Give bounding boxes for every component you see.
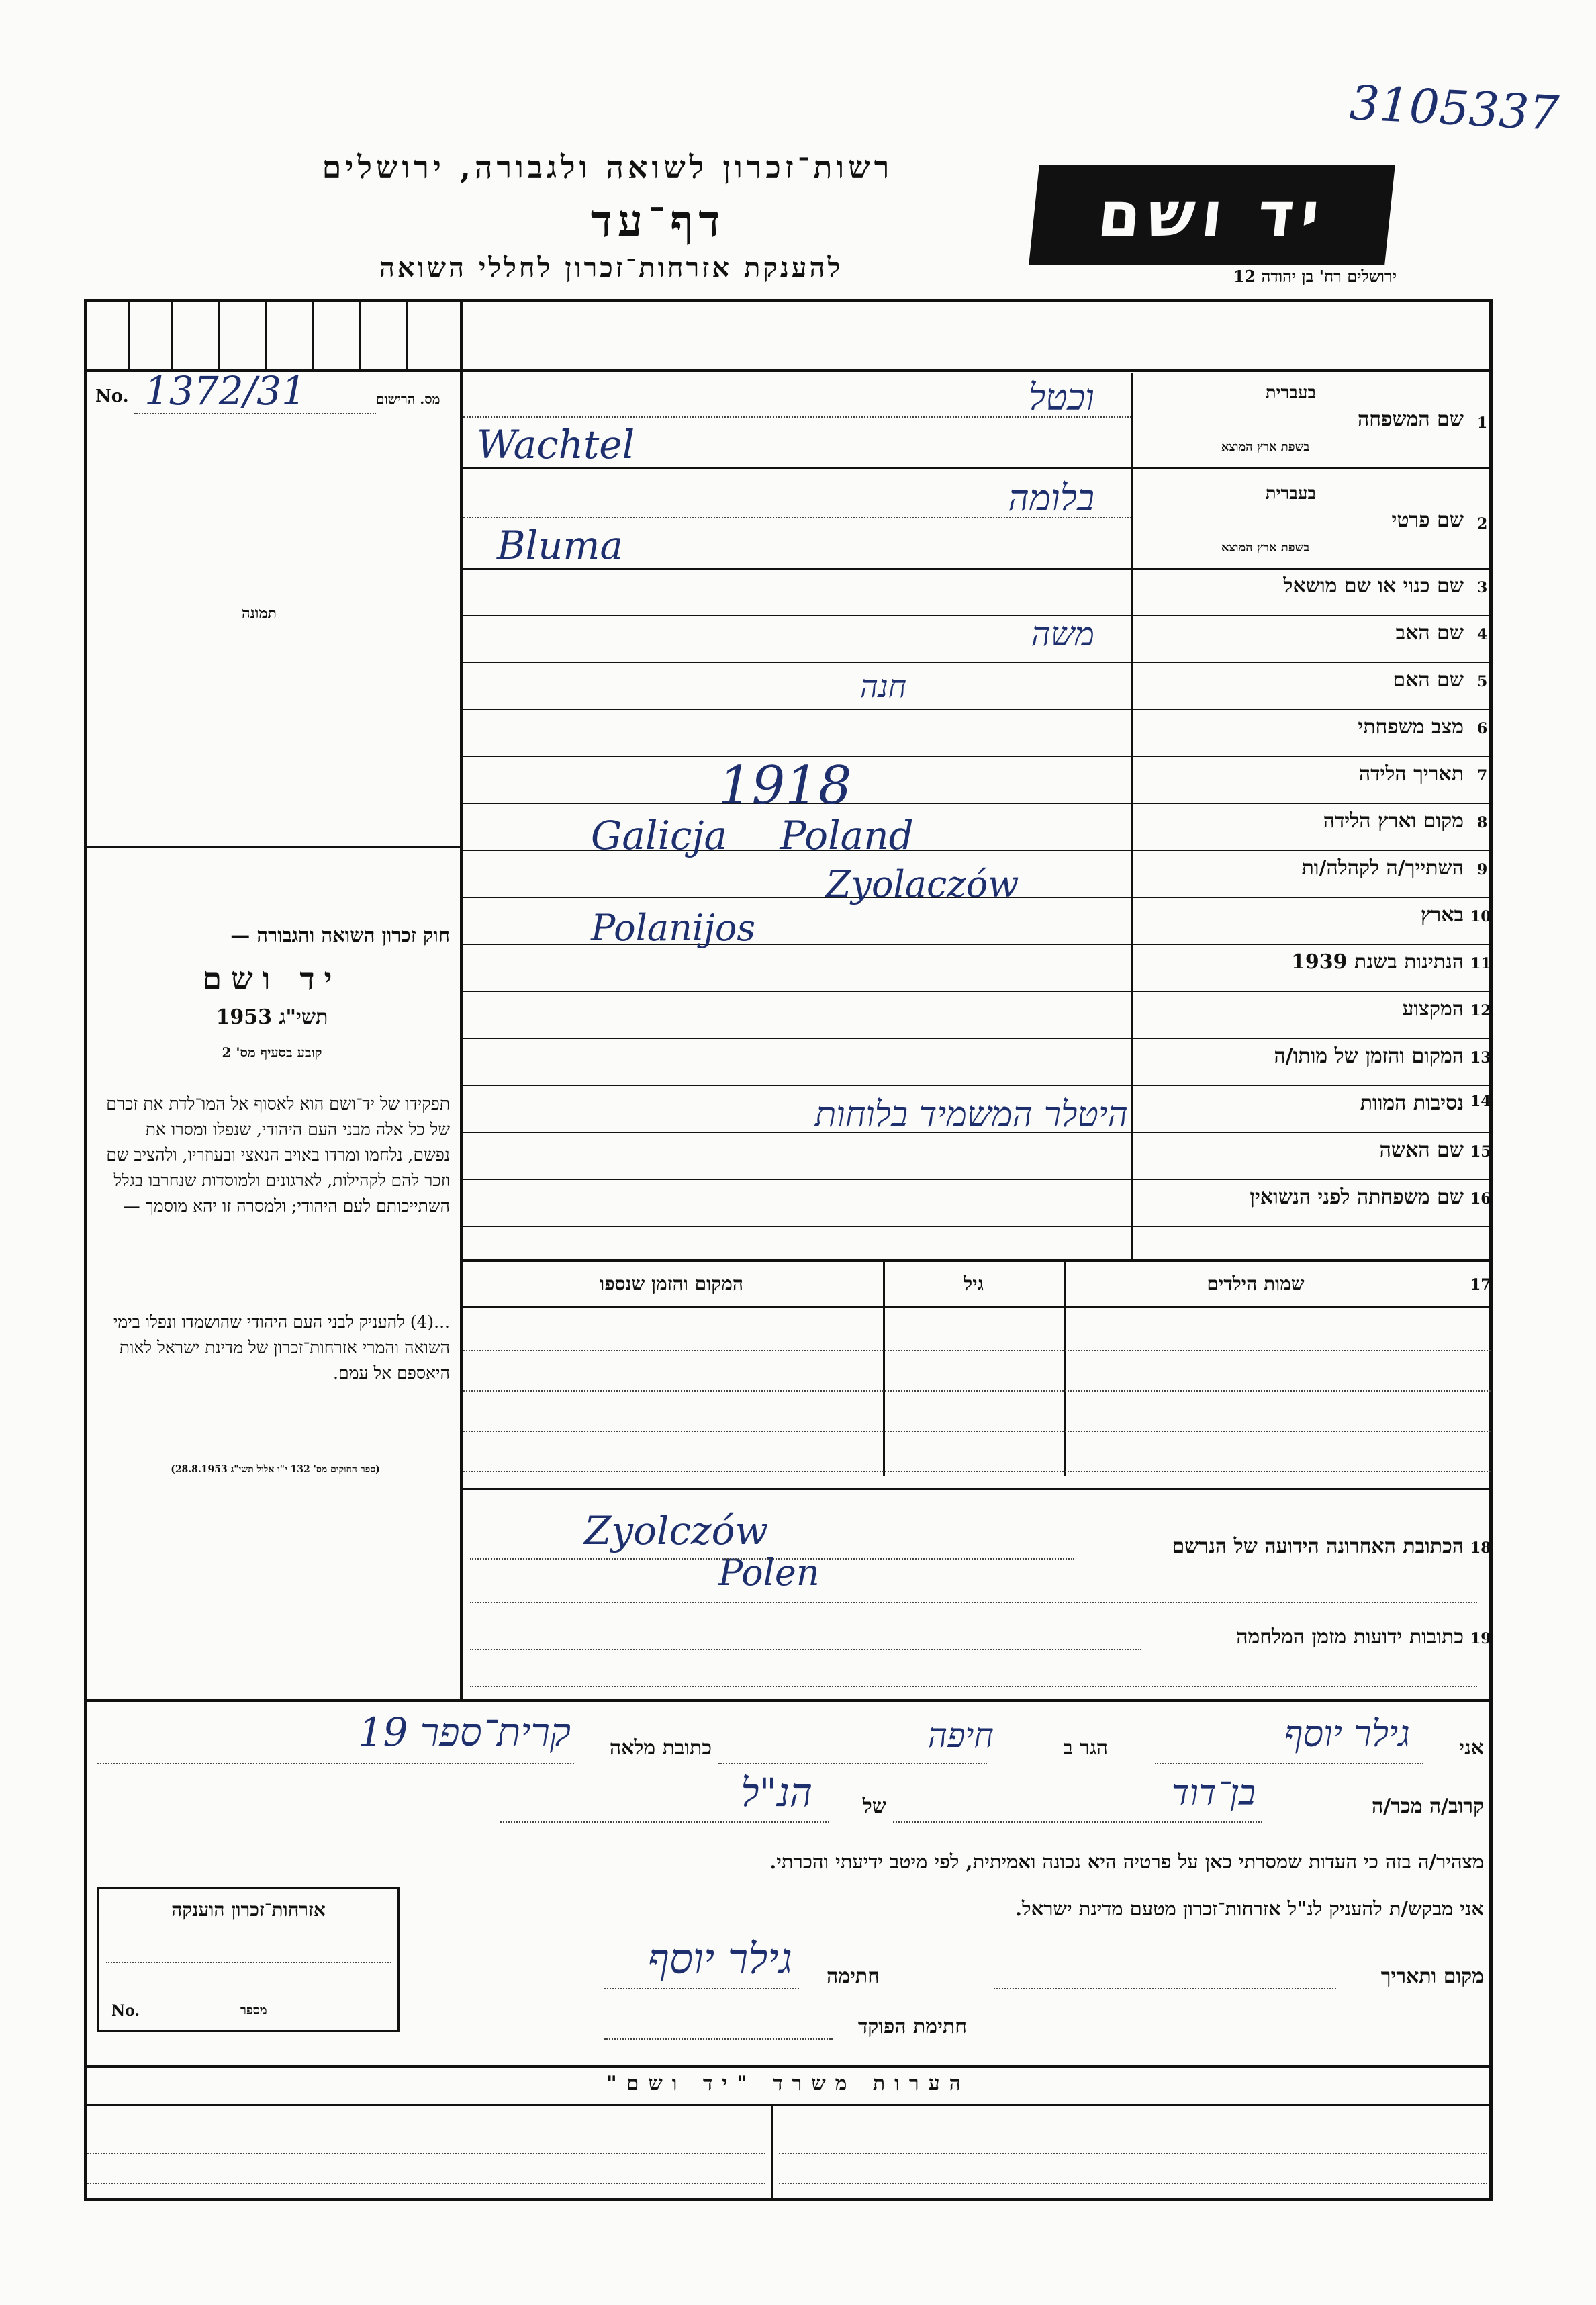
row-number-2: 2 xyxy=(1477,515,1488,533)
field-14-value[interactable]: היטלר המשמיד בלוחות xyxy=(814,1095,1128,1135)
form-title: דף־עד xyxy=(590,195,726,247)
row-number-11: 11 xyxy=(1470,955,1491,973)
field-14-label: נסיבות המוות xyxy=(1360,1091,1464,1115)
declarant-ani-label: אני xyxy=(1459,1736,1484,1760)
field-12-label: המקצוע xyxy=(1402,997,1464,1021)
field-18-value-line-1[interactable]: Zyolczów xyxy=(584,1508,769,1553)
field-1-hebrew-label: בעברית xyxy=(1265,383,1316,403)
request-text: אני מבקש/ת להעניק לנ"ל אזרחות־זכרון מטעם מדינת ישראל. xyxy=(1015,1897,1484,1920)
officer-signature-label: חתימת הפוקד xyxy=(857,2015,967,2038)
field-7-value[interactable]: 1918 xyxy=(718,756,852,816)
field-6-label: מצב משפחתי xyxy=(1358,715,1464,739)
field-1-local-value[interactable]: Wachtel xyxy=(477,422,635,467)
row-number-13: 13 xyxy=(1470,1049,1491,1067)
field-15-label: שם האשה xyxy=(1379,1138,1464,1162)
row-number-7: 7 xyxy=(1477,767,1488,784)
logo-address: ירושלים רח' בן יהודה 12 xyxy=(1233,267,1397,286)
declarant-address-label: כתובת מלאה xyxy=(609,1736,712,1760)
field-8-label: מקום וארץ הלידה xyxy=(1323,809,1464,833)
field-5-label: שם האם xyxy=(1393,668,1464,692)
law-text: תפקידו של יד־ושם הוא לאסוף אל המו־לדת את זכרם של כל אלה מבני העם היהודי, שנפלו ומסרו את נפשם, נלחמו ומרדו באויב הנאצי ובעוזריו, ולהציב שם וזכר להם לקהילות, לארגונים ולמוסדות שנחרבו בגלל השתייכותם לעם היהודי; ולמסרה זו יהא מוסמך — xyxy=(106,1094,450,1216)
field-4-label: שם האב xyxy=(1395,621,1464,645)
form-subtitle: להענקת אזרחות־זכרון לחללי השואה xyxy=(379,252,843,283)
field-13-label: המקום והזמן של מותו/ה xyxy=(1274,1044,1464,1068)
children-age-header: גיל xyxy=(964,1273,984,1295)
declarant-address-value[interactable]: קרית־ספר 19 xyxy=(358,1709,571,1755)
declarant-of-label: של xyxy=(862,1795,886,1818)
declarant-name-value[interactable]: גילר יוסף xyxy=(1284,1713,1410,1755)
registration-no-prefix: No. xyxy=(95,386,129,406)
declarant-resides-label: הגר ב xyxy=(1063,1736,1108,1760)
field-4-value[interactable]: משה xyxy=(1031,615,1094,653)
logo-text: יד ושם xyxy=(1094,179,1329,251)
authority-line: רשות־זכרון לשואה ולגבורה, ירושלים xyxy=(322,149,894,185)
field-11-label: הנתינות בשנת 1939 xyxy=(1290,950,1464,974)
place-date-label: מקום ותאריך xyxy=(1380,1964,1484,1988)
children-place-header: המקום והזמן שנספו xyxy=(600,1273,743,1295)
field-9-value[interactable]: Zyolaczów xyxy=(826,863,1019,905)
row-number-18: 18 xyxy=(1470,1539,1491,1557)
row-number-1: 1 xyxy=(1477,414,1488,432)
photo-label: תמונה xyxy=(242,604,277,622)
stamp-box-title: אזרחות־זכרון הוענקה xyxy=(171,1899,326,1921)
field-7-label: תאריך הלידה xyxy=(1358,762,1464,786)
field-2-local-label: בשפת ארץ המוצא xyxy=(1221,541,1309,555)
field-2-label: שם פרטי xyxy=(1391,508,1464,532)
declaration-text: מצהיר/ה בזה כי העדות שמסרתי כאן על פרטיה היא נכונה ואמיתית, לפי מיטב ידיעתי והכרתי. xyxy=(769,1850,1484,1873)
row-number-3: 3 xyxy=(1477,579,1488,596)
citizenship-stamp-box xyxy=(97,1887,400,2032)
declarant-relative-label: קרוב/ה מכר/ה xyxy=(1372,1795,1484,1818)
field-8-value[interactable]: Galicja Poland xyxy=(591,813,914,858)
law-clause: קובע בסעיף מס' 2 xyxy=(222,1044,322,1060)
row-number-4: 4 xyxy=(1477,626,1488,643)
field-3-label: שם כנוי או שם מושאל xyxy=(1283,574,1464,598)
field-2-hebrew-label: בעברית xyxy=(1265,484,1316,504)
office-notes-title: הערות משרד "יד ושם" xyxy=(606,2072,970,2095)
row-number-19: 19 xyxy=(1470,1630,1491,1647)
field-18-label: הכתובת האחרונה הידועה של הנרשם xyxy=(1172,1535,1464,1558)
field-2-hebrew-value[interactable]: בלומה xyxy=(1008,477,1094,519)
signature-value[interactable]: גילר יוסף xyxy=(647,1934,792,1983)
law-clause-4: ...(4) להעניק לבני העם היהודי שהושמדו ונפלו בימי השואה והמרי אזרחות־זכרון של מדינת ישראל לאות היאספם אל עמם. xyxy=(113,1312,450,1383)
field-19-label: כתובות ידועות מזמן המלחמה xyxy=(1236,1625,1464,1649)
field-10-value[interactable]: Polanijos xyxy=(591,907,756,949)
row-number-8: 8 xyxy=(1477,814,1488,831)
row-number-17: 17 xyxy=(1470,1276,1491,1294)
field-18-value-line-2[interactable]: Polen xyxy=(718,1551,820,1594)
row-number-5: 5 xyxy=(1477,673,1488,690)
field-5-value[interactable]: חנה xyxy=(859,668,906,705)
stamp-box-no-label: No. xyxy=(111,2002,140,2020)
law-name: יד ושם xyxy=(202,960,342,997)
field-1-local-label: בשפת ארץ המוצא xyxy=(1221,440,1309,454)
field-10-label: בארץ xyxy=(1420,903,1464,927)
field-2-local-value[interactable]: Blumа xyxy=(497,523,624,568)
field-16-label: שם משפחתה לפני הנשואין xyxy=(1250,1185,1464,1209)
declarant-resides-value[interactable]: חיפה xyxy=(927,1716,994,1755)
handwritten-reference-number: 3105337 xyxy=(1348,75,1560,142)
field-9-label: השתייך/ה לקהלה/ות xyxy=(1301,856,1464,880)
law-source: (ספר החוקים מס' 132 י"ו אלול תשי"ג 28.8.1953) xyxy=(171,1464,380,1475)
row-number-9: 9 xyxy=(1477,861,1488,878)
row-number-6: 6 xyxy=(1477,720,1488,737)
declarant-relation-value[interactable]: בן־דוד xyxy=(1171,1773,1256,1813)
row-number-14: 14 xyxy=(1470,1093,1491,1110)
row-number-15: 15 xyxy=(1470,1143,1491,1161)
row-number-12: 12 xyxy=(1470,1002,1491,1020)
law-year: תשי"ג 1953 xyxy=(216,1005,328,1029)
registration-number: 1372/31 xyxy=(144,368,306,414)
yad-vashem-logo xyxy=(1029,165,1395,265)
signature-label: חתימה xyxy=(827,1964,880,1988)
row-number-10: 10 xyxy=(1470,908,1491,925)
field-1-label: שם המשפחה xyxy=(1357,408,1464,431)
stamp-box-number-label: מספר xyxy=(240,2003,267,2018)
declarant-of-value[interactable]: הנ"ל xyxy=(741,1770,812,1815)
field-1-hebrew-value[interactable]: וכטל xyxy=(1028,376,1094,418)
law-title: חוק זכרון השואה והגבורה — xyxy=(230,923,450,946)
row-number-16: 16 xyxy=(1470,1190,1491,1208)
registration-label: מס. הרישום xyxy=(376,391,440,407)
children-names-header: שמות הילדים xyxy=(1207,1273,1305,1295)
